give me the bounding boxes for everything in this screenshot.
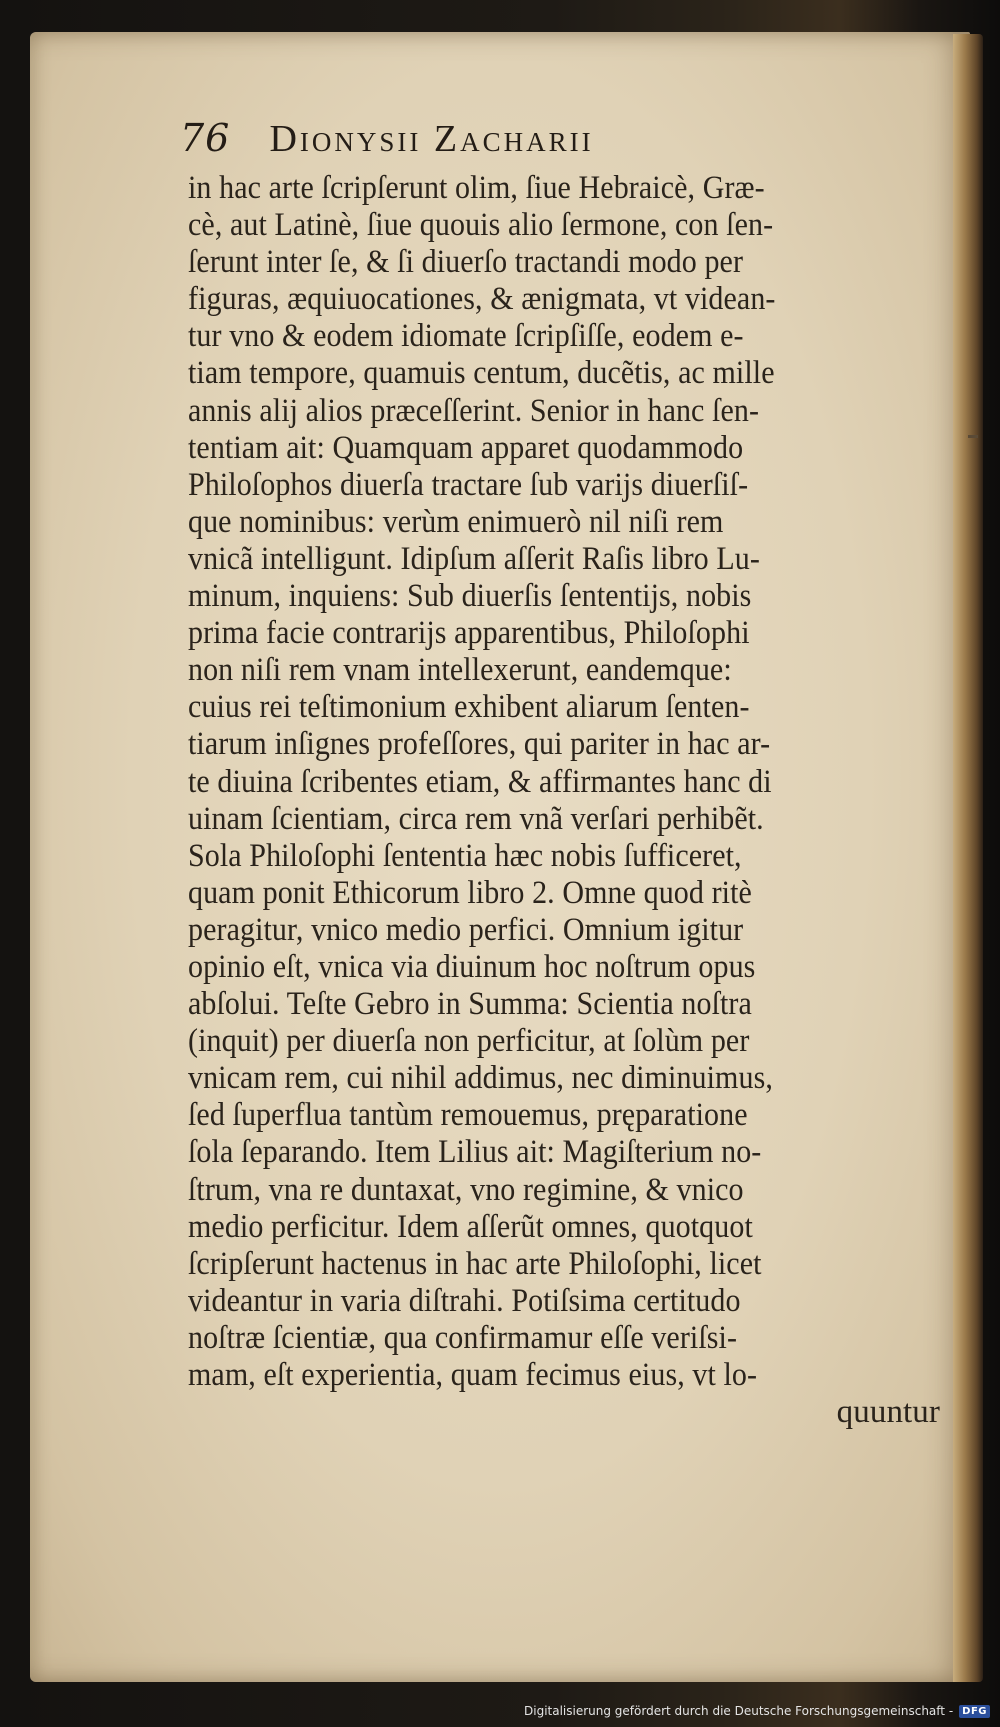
text-line: Philoſophos diuerſa tractare ſub varijs diuerſiſ- xyxy=(188,466,749,503)
body-text xyxy=(188,170,958,1431)
text-line: tiarum inſignes profeſſores, qui pariter in hac ar- xyxy=(188,726,771,763)
text-line: tentiam ait: Quamquam apparet quodammodo xyxy=(188,429,744,466)
text-line: minum, inquiens: Sub diuerſis ſententijs, nobis xyxy=(188,578,752,615)
text-line: in hac arte ſcripſerunt olim, ſiue Hebraicè, Græ- xyxy=(188,170,765,206)
text-line: medio perficitur. Idem aſſerũt omnes, quotquot xyxy=(188,1208,753,1245)
text-line: ſerunt inter ſe, & ſi diuerſo tractandi modo per xyxy=(188,244,744,281)
text-line: ſed ſuperflua tantùm remouemus, pręparatione xyxy=(188,1097,748,1134)
margin-mark xyxy=(968,435,978,438)
text-line: quam ponit Ethicorum libro 2. Omne quod ritè xyxy=(188,874,752,911)
digitization-credit xyxy=(524,1701,990,1721)
text-line: ſcripſerunt hactenus in hac arte Philoſophi, licet xyxy=(188,1245,762,1282)
text-line: Sola Philoſophi ſententia hæc nobis ſufficeret, xyxy=(188,837,742,874)
text-line: non niſi rem vnam intellexerunt, eandemque: xyxy=(188,652,732,689)
text-line: uinam ſcientiam, circa rem vnã verſari perhibẽt. xyxy=(188,800,764,837)
text-line: tur vno & eodem idiomate ſcripſiſſe, eodem e- xyxy=(188,318,744,355)
text-line: cè, aut Latinè, ſiue quouis alio ſermone, con ſen- xyxy=(188,207,774,244)
text-line: vnicam rem, cui nihil addimus, nec diminuimus, xyxy=(188,1060,773,1097)
text-line: vnicã intelligunt. Idipſum aſſerit Raſis libro Lu- xyxy=(188,540,760,577)
dfg-logo: DFG xyxy=(959,1705,990,1718)
catchword: quuntur xyxy=(836,1394,940,1431)
text-line: cuius rei teſtimonium exhibent aliarum ſenten- xyxy=(188,689,750,726)
page-header xyxy=(180,116,800,168)
text-line: que nominibus: verùm enimuerò nil niſi rem xyxy=(188,503,724,540)
text-line: te diuina ſcribentes etiam, & affirmantes hanc di xyxy=(188,763,772,800)
text-line: (inquit) per diuerſa non perficitur, at ſolùm per xyxy=(188,1023,750,1060)
text-line: annis alij alios præceſſerint. Senior in hanc ſen- xyxy=(188,392,760,429)
text-line: peragitur, vnico medio perfici. Omnium igitur xyxy=(188,911,744,948)
text-line: videantur in varia diſtrahi. Potiſsima certitudo xyxy=(188,1282,741,1319)
text-line: ſola ſeparando. Item Lilius ait: Magiſterium no- xyxy=(188,1134,762,1171)
text-line: mam, eſt experientia, quam fecimus eius, vt lo- xyxy=(188,1357,758,1393)
text-line: noſtræ ſcientiæ, qua confirmamur eſſe veriſsi- xyxy=(188,1319,738,1356)
running-title: Dionysii Zacharii xyxy=(269,118,594,160)
credit-text: Digitalisierung gefördert durch die Deutsche Forschungsgemeinschaft - xyxy=(524,1704,954,1718)
text-line: prima facie contrarijs apparentibus, Philoſophi xyxy=(188,615,750,652)
text-line: figuras, æquiuocationes, & ænigmata, vt videan- xyxy=(188,281,776,318)
text-line: opinio eſt, vnica via diuinum hoc noſtrum opus xyxy=(188,948,756,985)
page-number: 76 xyxy=(180,116,231,160)
text-line: abſolui. Teſte Gebro in Summa: Scientia noſtra xyxy=(188,986,752,1023)
text-line: ſtrum, vna re duntaxat, vno regimine, & vnico xyxy=(188,1171,744,1208)
text-line: tiam tempore, quamuis centum, ducẽtis, ac mille xyxy=(188,355,775,392)
